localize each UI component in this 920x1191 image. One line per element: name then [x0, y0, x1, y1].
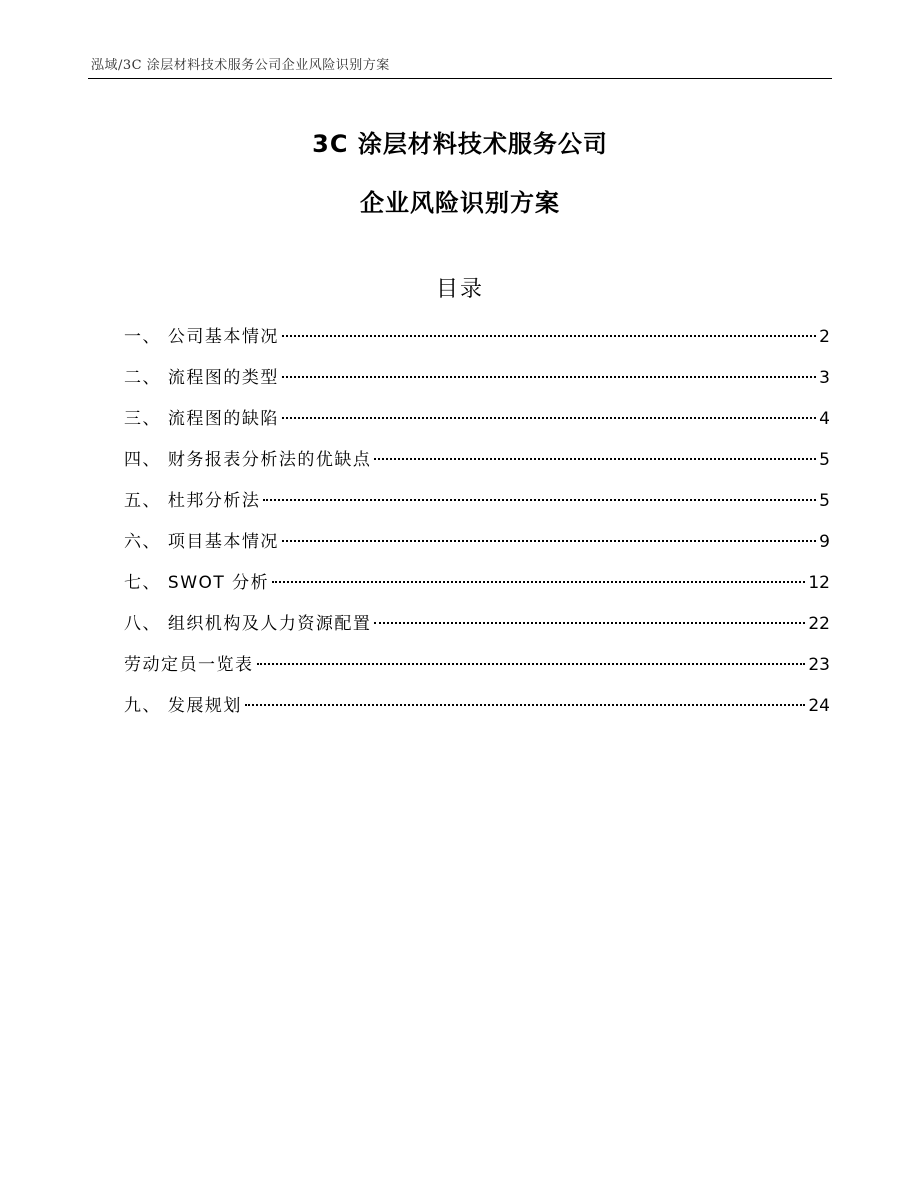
- table-of-contents: [124, 322, 830, 732]
- toc-dot-leader: [282, 417, 816, 419]
- toc-dot-leader: [374, 622, 805, 624]
- toc-entry-text: 六、 项目基本情况: [124, 532, 279, 552]
- toc-page-number: 3: [819, 368, 830, 388]
- toc-page-number: 23: [808, 655, 830, 675]
- toc-dot-leader: [374, 458, 816, 460]
- toc-entry-text: 五、 杜邦分析法: [124, 491, 261, 511]
- toc-entry[interactable]: [124, 486, 830, 527]
- toc-entry[interactable]: [124, 404, 830, 445]
- toc-page-number: 9: [819, 532, 830, 552]
- toc-page-number: 24: [808, 696, 830, 716]
- toc-dot-leader: [263, 499, 816, 501]
- toc-entry[interactable]: [124, 527, 830, 568]
- toc-dot-leader: [282, 376, 816, 378]
- toc-entry-text: 劳动定员一览表: [124, 655, 254, 675]
- document-title-line-1: 3C 涂层材料技术服务公司: [312, 130, 608, 158]
- toc-entry[interactable]: [124, 609, 830, 650]
- toc-page-number: 5: [819, 450, 830, 470]
- toc-page-number: 4: [819, 409, 830, 429]
- toc-entry[interactable]: [124, 568, 830, 609]
- toc-entry[interactable]: [124, 322, 830, 363]
- toc-page-number: 2: [819, 327, 830, 347]
- toc-entry[interactable]: [124, 691, 830, 732]
- toc-entry-text: 四、 财务报表分析法的优缺点: [124, 450, 372, 470]
- toc-entry[interactable]: [124, 363, 830, 404]
- toc-dot-leader: [245, 704, 805, 706]
- toc-entry-text: 一、 公司基本情况: [124, 327, 279, 347]
- toc-entry-text: 七、 SWOT 分析: [124, 573, 270, 593]
- toc-entry-text: 八、 组织机构及人力资源配置: [124, 614, 372, 634]
- toc-page-number: 22: [808, 614, 830, 634]
- toc-dot-leader: [282, 335, 816, 337]
- toc-entry-text: 二、 流程图的类型: [124, 368, 279, 388]
- running-header: 泓域/3C 涂层材料技术服务公司企业风险识别方案: [91, 58, 390, 73]
- toc-dot-leader: [257, 663, 806, 665]
- toc-dot-leader: [272, 581, 805, 583]
- toc-entry-text: 三、 流程图的缺陷: [124, 409, 279, 429]
- toc-entry-text: 九、 发展规划: [124, 696, 242, 716]
- toc-page-number: 12: [808, 573, 830, 593]
- toc-dot-leader: [282, 540, 816, 542]
- toc-page-number: 5: [819, 491, 830, 511]
- toc-entry[interactable]: [124, 445, 830, 486]
- document-title-line-2: 企业风险识别方案: [360, 189, 560, 217]
- toc-heading: 目录: [435, 277, 484, 302]
- header-divider: [88, 78, 832, 79]
- toc-entry[interactable]: [124, 650, 830, 691]
